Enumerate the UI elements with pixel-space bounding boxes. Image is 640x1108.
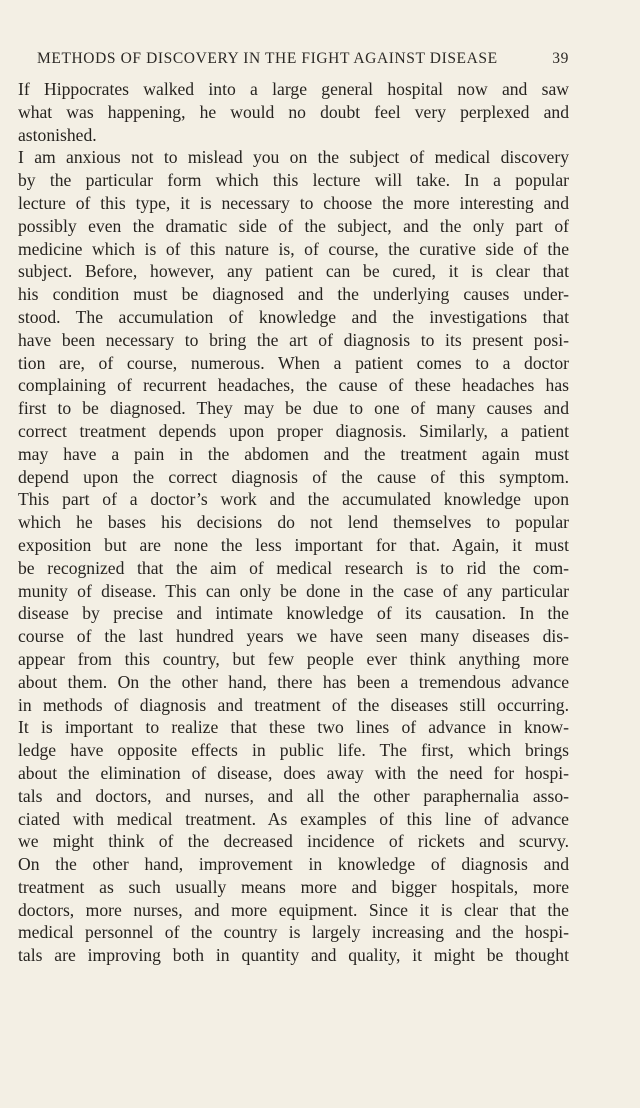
text-line: medicine which is of this nature is, of course, the curative side of the xyxy=(18,238,569,259)
text-line: by the particular form which this lecture will take. In a popular xyxy=(18,170,569,191)
text-line: be recognized that the aim of medical research is to rid the com- xyxy=(18,557,569,578)
paragraph xyxy=(18,146,569,967)
text-line: doctors, more nurses, and more equipment. Since it is clear that the xyxy=(18,899,569,920)
running-head xyxy=(37,50,569,72)
text-line: which he bases his decisions do not lend themselves to popular xyxy=(18,512,569,533)
text-line: first to be diagnosed. They may be due to one of many causes and xyxy=(18,398,569,419)
text-line: in methods of diagnosis and treatment of the diseases still occurring. xyxy=(18,694,569,715)
text-line: tals are improving both in quantity and quality, it might be thought xyxy=(18,945,569,966)
text-line: astonished. xyxy=(18,124,97,145)
text-line: This part of a doctor’s work and the accumulated knowledge upon xyxy=(18,489,569,510)
text-line: we might think of the decreased incidence of rickets and scurvy. xyxy=(18,831,569,852)
text-line: about them. On the other hand, there has been a tremendous advance xyxy=(18,671,569,692)
text-line: I am anxious not to mislead you on the subject of medical discovery xyxy=(18,147,569,168)
text-line: appear from this country, but few people ever think anything more xyxy=(18,648,569,669)
text-line: medical personnel of the country is largely increasing and the hospi- xyxy=(18,922,569,943)
text-line: course of the last hundred years we have seen many diseases dis- xyxy=(18,626,569,647)
text-line: On the other hand, improvement in knowledge of diagnosis and xyxy=(18,854,569,875)
text-line: munity of disease. This can only be done in the case of any particular xyxy=(18,580,569,601)
text-line: tals and doctors, and nurses, and all the other paraphernalia asso- xyxy=(18,785,569,806)
text-line: treatment as such usually means more and bigger hospitals, more xyxy=(18,876,569,897)
text-line: have been necessary to bring the art of diagnosis to its present posi- xyxy=(18,329,569,350)
body-text xyxy=(18,78,569,967)
text-line: what was happening, he would no doubt feel very perplexed and xyxy=(18,101,569,122)
text-line: tion are, of course, numerous. When a patient comes to a doctor xyxy=(18,352,569,373)
text-line: may have a pain in the abdomen and the treatment again must xyxy=(18,443,569,464)
text-line: his condition must be diagnosed and the underlying causes under- xyxy=(18,284,569,305)
page-number: 39 xyxy=(552,50,569,67)
text-line: If Hippocrates walked into a large general hospital now and saw xyxy=(18,79,569,99)
text-line: correct treatment depends upon proper diagnosis. Similarly, a patient xyxy=(18,420,569,441)
text-line: ciated with medical treatment. As examples of this line of advance xyxy=(18,808,569,829)
paragraph xyxy=(18,78,569,146)
text-line: complaining of recurrent headaches, the cause of these headaches has xyxy=(18,375,569,396)
text-line: ledge have opposite effects in public life. The first, which brings xyxy=(18,740,569,761)
text-line: disease by precise and intimate knowledge of its causation. In the xyxy=(18,603,569,624)
text-line: depend upon the correct diagnosis of the cause of this symptom. xyxy=(18,466,569,487)
text-line: It is important to realize that these two lines of advance in know- xyxy=(18,717,569,738)
text-line: subject. Before, however, any patient can be cured, it is clear that xyxy=(18,261,569,282)
text-line: stood. The accumulation of knowledge and the investigations that xyxy=(18,306,569,327)
text-line: exposition but are none the less important for that. Again, it must xyxy=(18,534,569,555)
running-title: METHODS OF DISCOVERY IN THE FIGHT AGAINST DISEASE xyxy=(37,50,498,67)
text-line: lecture of this type, it is necessary to choose the more interesting and xyxy=(18,192,569,213)
text-line: about the elimination of disease, does away with the need for hospi- xyxy=(18,762,569,783)
text-line: possibly even the dramatic side of the subject, and the only part of xyxy=(18,215,569,236)
